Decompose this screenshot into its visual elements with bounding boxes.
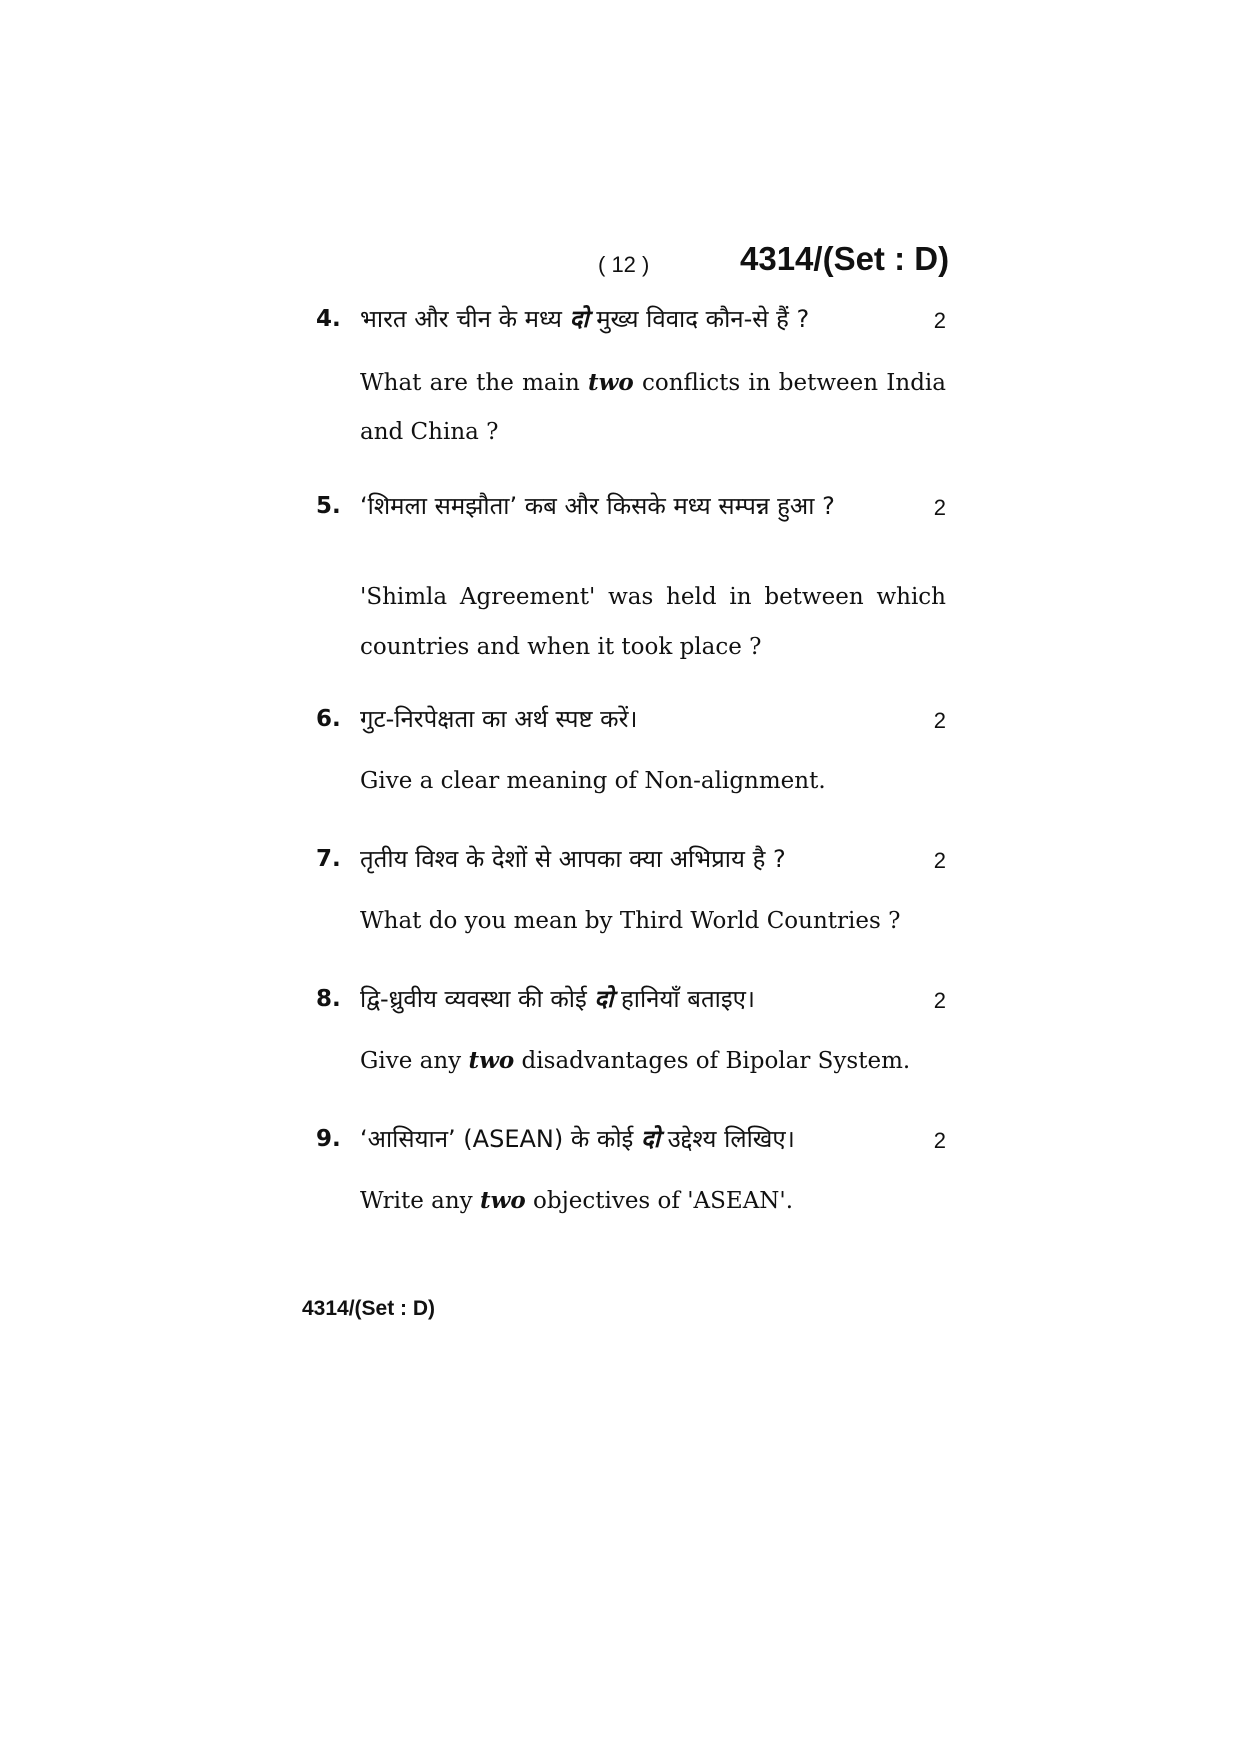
question-marks: 2: [933, 308, 946, 333]
question-marks: 2: [933, 1128, 946, 1153]
question-text-english: Give a clear meaning of Non-alignment.: [360, 768, 826, 794]
paper-code-footer: 4314/(Set : D): [302, 1297, 436, 1320]
question-hindi-row: [316, 700, 946, 746]
question-text-english: 'Shimla Agreement' was held in between which countries and when it took place ?: [360, 584, 946, 660]
question-5: [316, 487, 946, 672]
question-hindi-row: [316, 300, 946, 346]
question-6: [316, 700, 946, 806]
question-marks: 2: [933, 848, 946, 873]
question-number: 4.: [316, 306, 341, 332]
question-number: 8.: [316, 986, 341, 1012]
question-8: [316, 980, 946, 1086]
question-text-hindi: गुट-निरपेक्षता का अर्थ स्पष्ट करें।: [360, 705, 638, 733]
question-marks: 2: [933, 988, 946, 1013]
question-text-english: Give any two disadvantages of Bipolar System.: [360, 1047, 911, 1074]
question-hindi-row: [316, 487, 946, 533]
question-number: 7.: [316, 846, 341, 872]
paper-code-header: 4314/(Set : D): [740, 240, 950, 277]
question-text-hindi: ‘शिमला समझौता’ कब और किसके मध्य सम्पन्न हुआ ?: [360, 492, 835, 520]
question-9: [316, 1120, 946, 1226]
question-marks: 2: [933, 708, 946, 733]
question-text-hindi: तृतीय विश्व के देशों से आपका क्या अभिप्राय है ?: [360, 845, 786, 873]
question-text-hindi: ‘आसियान’ (ASEAN) के कोई दो उद्देश्य लिखिए।: [360, 1125, 795, 1153]
question-hindi-row: [316, 1120, 946, 1166]
question-7: [316, 840, 946, 946]
question-text-hindi: द्वि-ध्रुवीय व्यवस्था की कोई दो हानियाँ बताइए।: [360, 985, 756, 1013]
question-number: 5.: [316, 493, 341, 519]
page-number: ( 12 ): [598, 252, 650, 277]
question-hindi-row: [316, 980, 946, 1026]
question-text-english: Write any two objectives of 'ASEAN'.: [360, 1187, 794, 1214]
question-hindi-row: [316, 840, 946, 886]
question-number: 9.: [316, 1126, 341, 1152]
question-text-english: What do you mean by Third World Countries ?: [360, 908, 901, 934]
question-text-hindi: भारत और चीन के मध्य दो मुख्य विवाद कौन-से हैं ?: [360, 305, 810, 333]
question-text-english: What are the main two conflicts in between India and China ?: [360, 369, 946, 445]
question-4: [316, 300, 946, 457]
question-marks: 2: [933, 495, 946, 520]
question-number: 6.: [316, 706, 341, 732]
